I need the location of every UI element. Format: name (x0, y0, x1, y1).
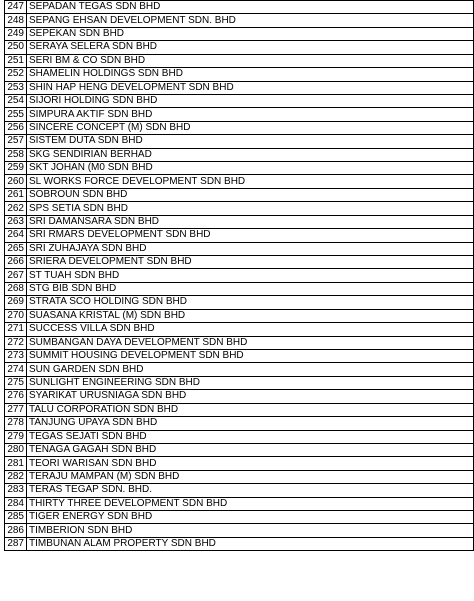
table-row (5, 403, 474, 416)
row-number-cell: 282 (5, 470, 27, 483)
table-row (5, 497, 474, 510)
table-row (5, 14, 474, 27)
table-row (5, 296, 474, 309)
table-row (5, 511, 474, 524)
table-row (5, 215, 474, 228)
company-name-cell: TIMBERION SDN BHD (27, 524, 474, 537)
table-row (5, 323, 474, 336)
row-number-cell: 284 (5, 497, 27, 510)
company-name-cell: SOBROUN SDN BHD (27, 188, 474, 201)
row-number-cell: 251 (5, 54, 27, 67)
row-number-cell: 276 (5, 390, 27, 403)
row-number-cell: 263 (5, 215, 27, 228)
table-row (5, 256, 474, 269)
table-row (5, 1, 474, 14)
row-number-cell: 257 (5, 135, 27, 148)
row-number-cell: 275 (5, 376, 27, 389)
company-name-cell: SUCCESS VILLA SDN BHD (27, 323, 474, 336)
table-row (5, 27, 474, 40)
company-name-cell: ST TUAH SDN BHD (27, 269, 474, 282)
row-number-cell: 261 (5, 188, 27, 201)
table-row (5, 162, 474, 175)
table-row (5, 188, 474, 201)
row-number-cell: 265 (5, 242, 27, 255)
company-name-cell: SUASANA KRISTAL (M) SDN BHD (27, 309, 474, 322)
company-name-cell: TENAGA GAGAH SDN BHD (27, 443, 474, 456)
table-row (5, 229, 474, 242)
row-number-cell: 280 (5, 443, 27, 456)
company-name-cell: SEPADAN TEGAS SDN BHD (27, 1, 474, 14)
table-row (5, 524, 474, 537)
company-name-cell: SL WORKS FORCE DEVELOPMENT SDN BHD (27, 175, 474, 188)
company-name-cell: SUMMIT HOUSING DEVELOPMENT SDN BHD (27, 349, 474, 362)
row-number-cell: 266 (5, 256, 27, 269)
row-number-cell: 250 (5, 41, 27, 54)
company-name-cell: SERAYA SELERA SDN BHD (27, 41, 474, 54)
company-name-cell: SHIN HAP HENG DEVELOPMENT SDN BHD (27, 81, 474, 94)
row-number-cell: 285 (5, 511, 27, 524)
table-row (5, 363, 474, 376)
row-number-cell: 253 (5, 81, 27, 94)
table-row (5, 202, 474, 215)
company-name-cell: SUNLIGHT ENGINEERING SDN BHD (27, 376, 474, 389)
company-name-cell: SIMPURA AKTIF SDN BHD (27, 108, 474, 121)
company-name-cell: SRI RMARS DEVELOPMENT SDN BHD (27, 229, 474, 242)
row-number-cell: 270 (5, 309, 27, 322)
company-name-cell: SKT JOHAN (M0 SDN BHD (27, 162, 474, 175)
table-row (5, 242, 474, 255)
table-row (5, 349, 474, 362)
row-number-cell: 262 (5, 202, 27, 215)
table-row (5, 417, 474, 430)
row-number-cell: 252 (5, 68, 27, 81)
company-name-cell: TANJUNG UPAYA SDN BHD (27, 417, 474, 430)
row-number-cell: 259 (5, 162, 27, 175)
row-number-cell: 258 (5, 148, 27, 161)
table-row (5, 41, 474, 54)
table-row (5, 175, 474, 188)
row-number-cell: 283 (5, 484, 27, 497)
row-number-cell: 248 (5, 14, 27, 27)
row-number-cell: 260 (5, 175, 27, 188)
row-number-cell: 279 (5, 430, 27, 443)
table-row (5, 108, 474, 121)
company-name-cell: SRI DAMANSARA SDN BHD (27, 215, 474, 228)
row-number-cell: 264 (5, 229, 27, 242)
company-name-cell: SISTEM DUTA SDN BHD (27, 135, 474, 148)
company-list-body (5, 1, 474, 551)
row-number-cell: 286 (5, 524, 27, 537)
company-name-cell: SEPEKAN SDN BHD (27, 27, 474, 40)
table-row (5, 148, 474, 161)
company-name-cell: SPS SETIA SDN BHD (27, 202, 474, 215)
row-number-cell: 271 (5, 323, 27, 336)
company-name-cell: SUN GARDEN SDN BHD (27, 363, 474, 376)
table-row (5, 282, 474, 295)
company-name-cell: TIMBUNAN ALAM PROPERTY SDN BHD (27, 537, 474, 550)
table-row (5, 54, 474, 67)
company-name-cell: TEGAS SEJATI SDN BHD (27, 430, 474, 443)
company-name-cell: TIGER ENERGY SDN BHD (27, 511, 474, 524)
row-number-cell: 269 (5, 296, 27, 309)
company-name-cell: TERAJU MAMPAN (M) SDN BHD (27, 470, 474, 483)
company-name-cell: SERI BM & CO SDN BHD (27, 54, 474, 67)
table-row (5, 81, 474, 94)
table-row (5, 336, 474, 349)
table-row (5, 484, 474, 497)
company-name-cell: SEPANG EHSAN DEVELOPMENT SDN. BHD (27, 14, 474, 27)
company-name-cell: THIRTY THREE DEVELOPMENT SDN BHD (27, 497, 474, 510)
company-name-cell: STG BIB SDN BHD (27, 282, 474, 295)
company-name-cell: SUMBANGAN DAYA DEVELOPMENT SDN BHD (27, 336, 474, 349)
row-number-cell: 268 (5, 282, 27, 295)
row-number-cell: 249 (5, 27, 27, 40)
table-row (5, 457, 474, 470)
row-number-cell: 254 (5, 94, 27, 107)
row-number-cell: 274 (5, 363, 27, 376)
table-row (5, 269, 474, 282)
table-row (5, 135, 474, 148)
table-row (5, 430, 474, 443)
company-name-cell: SHAMELIN HOLDINGS SDN BHD (27, 68, 474, 81)
company-name-cell: TERAS TEGAP SDN. BHD. (27, 484, 474, 497)
company-name-cell: SINCERE CONCEPT (M) SDN BHD (27, 121, 474, 134)
table-row (5, 390, 474, 403)
row-number-cell: 281 (5, 457, 27, 470)
row-number-cell: 255 (5, 108, 27, 121)
row-number-cell: 272 (5, 336, 27, 349)
company-name-cell: SRIERA DEVELOPMENT SDN BHD (27, 256, 474, 269)
table-row (5, 121, 474, 134)
table-row (5, 94, 474, 107)
table-row (5, 443, 474, 456)
company-name-cell: SIJORI HOLDING SDN BHD (27, 94, 474, 107)
table-row (5, 309, 474, 322)
row-number-cell: 267 (5, 269, 27, 282)
company-name-cell: TALU CORPORATION SDN BHD (27, 403, 474, 416)
company-name-cell: STRATA SCO HOLDING SDN BHD (27, 296, 474, 309)
company-list-table (4, 0, 474, 551)
company-name-cell: SKG SENDIRIAN BERHAD (27, 148, 474, 161)
company-name-cell: TEORI WARISAN SDN BHD (27, 457, 474, 470)
company-name-cell: SYARIKAT URUSNIAGA SDN BHD (27, 390, 474, 403)
table-row (5, 537, 474, 550)
table-row (5, 68, 474, 81)
row-number-cell: 278 (5, 417, 27, 430)
row-number-cell: 247 (5, 1, 27, 14)
row-number-cell: 256 (5, 121, 27, 134)
row-number-cell: 273 (5, 349, 27, 362)
company-name-cell: SRI ZUHAJAYA SDN BHD (27, 242, 474, 255)
table-row (5, 470, 474, 483)
row-number-cell: 287 (5, 537, 27, 550)
table-row (5, 376, 474, 389)
row-number-cell: 277 (5, 403, 27, 416)
